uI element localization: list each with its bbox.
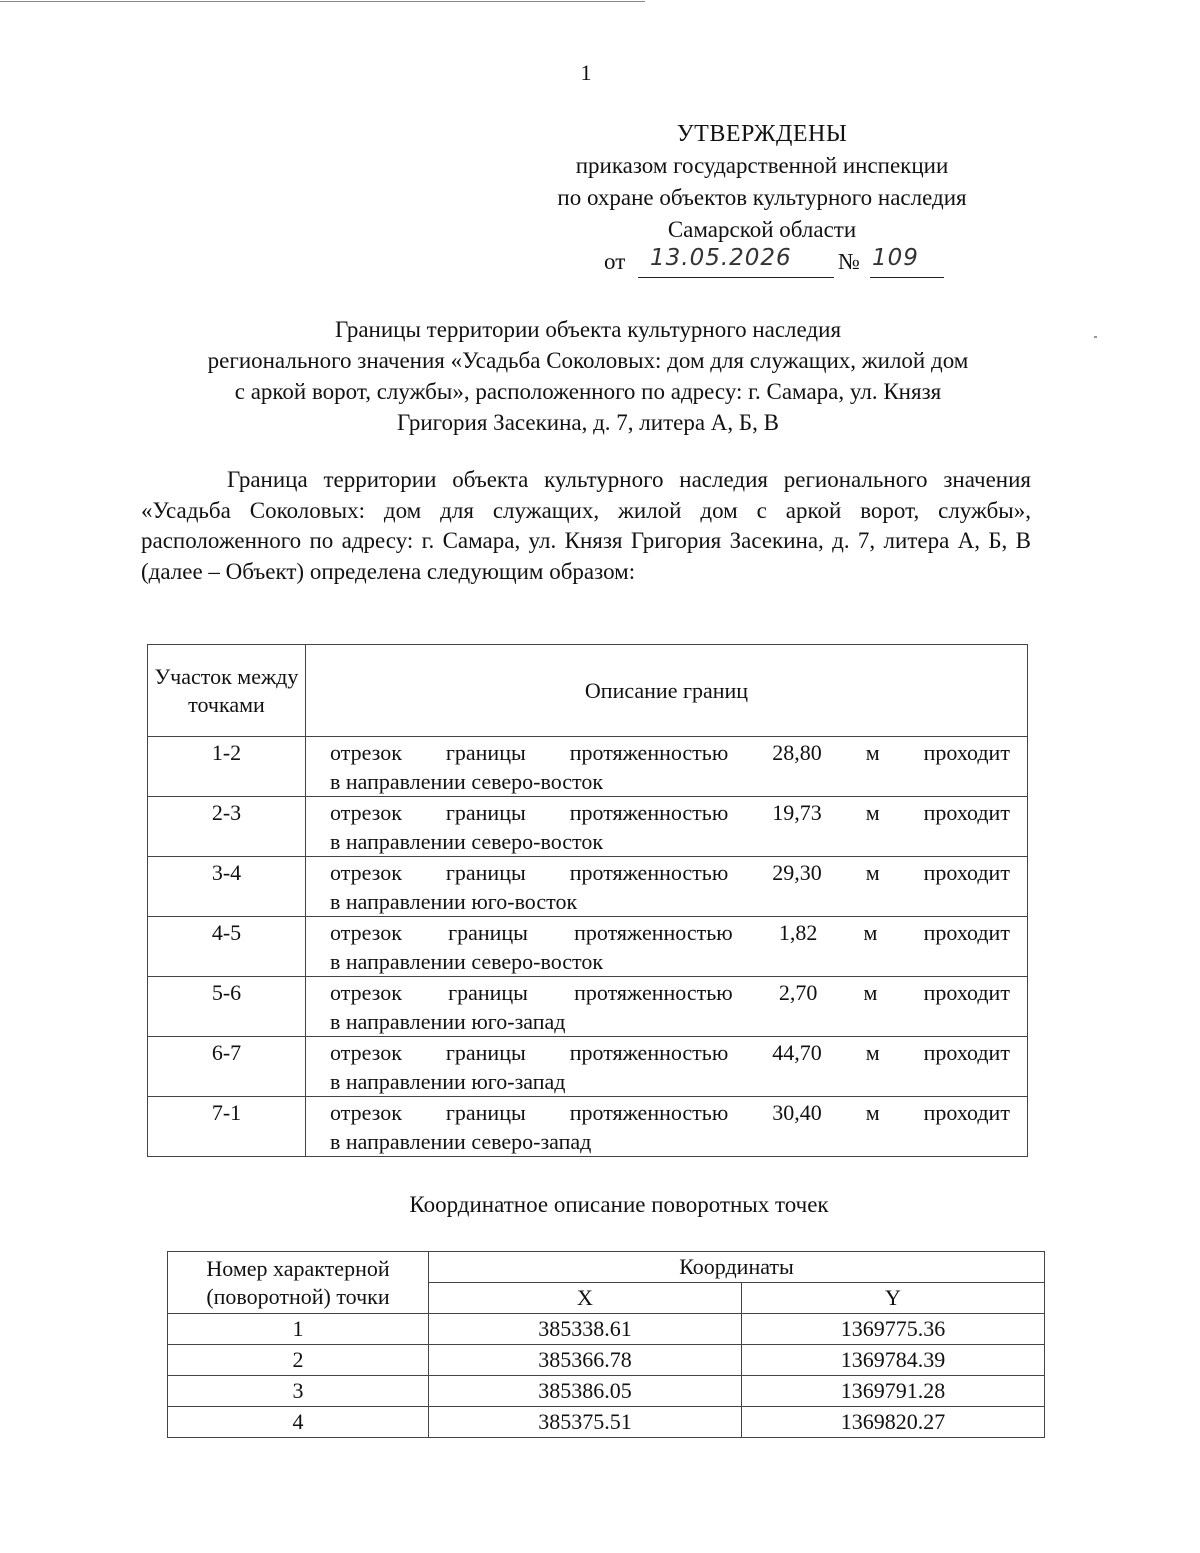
table-row bbox=[148, 1097, 1028, 1157]
segment-cell: 1-2 bbox=[148, 737, 306, 797]
x-cell: 385338.61 bbox=[429, 1314, 742, 1345]
scan-edge-line bbox=[0, 1, 645, 2]
x-cell: 385386.05 bbox=[429, 1376, 742, 1407]
unit: м bbox=[863, 920, 878, 945]
word: протяженностью bbox=[569, 740, 729, 765]
word: проходит bbox=[923, 920, 1010, 945]
header-point-line: Номер характерной bbox=[206, 1255, 390, 1281]
table-row bbox=[148, 737, 1028, 797]
description-cell bbox=[306, 857, 1028, 917]
table-row bbox=[168, 1314, 1045, 1345]
direction-text: в направлении северо-восток bbox=[330, 949, 604, 974]
word: отрезок bbox=[330, 920, 402, 945]
header-point bbox=[168, 1252, 429, 1314]
word: границы bbox=[445, 800, 526, 825]
unit: м bbox=[865, 860, 880, 885]
unit: м bbox=[865, 1100, 880, 1125]
point-cell: 4 bbox=[168, 1407, 429, 1438]
word: границы bbox=[445, 1040, 526, 1065]
approval-line: Самарской области bbox=[667, 217, 857, 242]
segment-cell: 2-3 bbox=[148, 797, 306, 857]
word: протяженностью bbox=[569, 860, 729, 885]
table-row bbox=[148, 1037, 1028, 1097]
word: отрезок bbox=[330, 1040, 402, 1065]
header-x: X bbox=[429, 1283, 742, 1314]
table-row bbox=[148, 977, 1028, 1037]
description-cell bbox=[306, 737, 1028, 797]
coords-title: Координатное описание поворотных точек bbox=[409, 1192, 829, 1217]
header-coordinates: Координаты bbox=[429, 1252, 1045, 1283]
date-field bbox=[638, 246, 834, 278]
word: проходит bbox=[923, 800, 1010, 825]
word: отрезок bbox=[330, 1100, 402, 1125]
segment-cell: 3-4 bbox=[148, 857, 306, 917]
y-cell: 1369775.36 bbox=[742, 1314, 1045, 1345]
description-cell bbox=[306, 977, 1028, 1037]
scan-speck bbox=[1094, 336, 1097, 338]
title-line: Границы территории объекта культурного наследия bbox=[334, 317, 842, 342]
unit: м bbox=[865, 1040, 880, 1065]
approval-line: приказом государственной инспекции bbox=[575, 153, 949, 178]
direction-text: в направлении северо-запад bbox=[330, 1129, 592, 1154]
length-value: 19,73 bbox=[772, 800, 822, 825]
unit: м bbox=[865, 740, 880, 765]
direction-text: в направлении юго-запад bbox=[330, 1009, 566, 1034]
description-line bbox=[330, 858, 1010, 887]
x-cell: 385366.78 bbox=[429, 1345, 742, 1376]
word: протяженностью bbox=[574, 980, 733, 1005]
title-line: Григория Засекина, д. 7, литера А, Б, В bbox=[397, 410, 779, 435]
unit: м bbox=[865, 800, 880, 825]
length-value: 29,30 bbox=[772, 860, 822, 885]
table-row bbox=[148, 857, 1028, 917]
length-value: 30,40 bbox=[772, 1100, 822, 1125]
table-row bbox=[148, 917, 1028, 977]
word: отрезок bbox=[330, 740, 402, 765]
description-cell bbox=[306, 1037, 1028, 1097]
page-number: 1 bbox=[580, 60, 592, 85]
handwritten-date: 13.05.2026 bbox=[650, 245, 792, 271]
approval-stamp bbox=[520, 118, 1004, 282]
word: проходит bbox=[923, 1100, 1010, 1125]
word: протяженностью bbox=[574, 920, 733, 945]
length-value: 1,82 bbox=[778, 920, 818, 945]
direction-text: в направлении юго-восток bbox=[330, 889, 578, 914]
segment-cell: 6-7 bbox=[148, 1037, 306, 1097]
direction-text: в направлении северо-восток bbox=[330, 769, 604, 794]
number-label: № bbox=[838, 249, 860, 274]
point-cell: 1 bbox=[168, 1314, 429, 1345]
direction-text: в направлении северо-восток bbox=[330, 829, 604, 854]
handwritten-number: 109 bbox=[872, 245, 919, 271]
segment-cell: 5-6 bbox=[148, 977, 306, 1037]
approval-heading: УТВЕРЖДЕНЫ bbox=[676, 121, 848, 147]
word: проходит bbox=[923, 740, 1010, 765]
approval-date-line bbox=[520, 246, 1004, 282]
header-point-line: (поворотной) точки bbox=[206, 1283, 390, 1309]
point-cell: 2 bbox=[168, 1345, 429, 1376]
word: границы bbox=[448, 920, 528, 945]
length-value: 2,70 bbox=[778, 980, 818, 1005]
header-segment: Участок между точками bbox=[148, 645, 306, 737]
intro-paragraph: Граница территории объекта культурного наследия регионального значения «Усадьба Соколовых: дом для служащих, жилой дом с аркой ворот, службы», расположенного по адресу: г. Самара, ул. Князя Григория Засекина, д. 7, литера А, Б, В (далее – Объект) определена следующим образом: bbox=[141, 467, 1031, 584]
header-y: Y bbox=[742, 1283, 1045, 1314]
y-cell: 1369820.27 bbox=[742, 1407, 1045, 1438]
table-row bbox=[168, 1345, 1045, 1376]
point-cell: 3 bbox=[168, 1376, 429, 1407]
boundaries-table bbox=[147, 644, 1028, 1157]
word: проходит bbox=[923, 860, 1010, 885]
coordinates-body bbox=[168, 1314, 1045, 1438]
word: проходит bbox=[923, 980, 1010, 1005]
x-cell: 385375.51 bbox=[429, 1407, 742, 1438]
title-line: с аркой ворот, службы», расположенного по адресу: г. Самара, ул. Князя bbox=[234, 379, 942, 404]
description-line bbox=[330, 978, 1010, 1007]
description-line bbox=[330, 798, 1010, 827]
coordinates-table bbox=[167, 1251, 1045, 1438]
word: границы bbox=[445, 860, 526, 885]
word: протяженностью bbox=[569, 1040, 729, 1065]
table-row bbox=[168, 1376, 1045, 1407]
y-cell: 1369791.28 bbox=[742, 1376, 1045, 1407]
table-header-row bbox=[148, 645, 1028, 737]
segment-cell: 4-5 bbox=[148, 917, 306, 977]
description-cell bbox=[306, 797, 1028, 857]
table-header-row bbox=[168, 1252, 1045, 1283]
description-line bbox=[330, 1038, 1010, 1067]
description-line bbox=[330, 918, 1010, 947]
word: протяженностью bbox=[569, 1100, 729, 1125]
word: отрезок bbox=[330, 860, 402, 885]
word: границы bbox=[445, 740, 526, 765]
unit: м bbox=[863, 980, 878, 1005]
description-cell bbox=[306, 1097, 1028, 1157]
document-title bbox=[140, 314, 1036, 438]
y-cell: 1369784.39 bbox=[742, 1345, 1045, 1376]
description-line bbox=[330, 738, 1010, 767]
from-label: от bbox=[604, 249, 626, 274]
approval-line: по охране объектов культурного наследия bbox=[557, 185, 967, 210]
title-line: регионального значения «Усадьба Соколовых: дом для служащих, жилой дом bbox=[207, 348, 969, 373]
number-field bbox=[870, 246, 944, 278]
table-row bbox=[148, 797, 1028, 857]
word: границы bbox=[448, 980, 528, 1005]
direction-text: в направлении юго-запад bbox=[330, 1069, 566, 1094]
description-line bbox=[330, 1098, 1010, 1127]
word: проходит bbox=[923, 1040, 1010, 1065]
description-cell bbox=[306, 917, 1028, 977]
word: отрезок bbox=[330, 980, 402, 1005]
segment-cell: 7-1 bbox=[148, 1097, 306, 1157]
header-description: Описание границ bbox=[306, 645, 1028, 737]
word: границы bbox=[445, 1100, 526, 1125]
length-value: 44,70 bbox=[772, 1040, 822, 1065]
boundaries-body bbox=[148, 737, 1028, 1157]
length-value: 28,80 bbox=[772, 740, 822, 765]
word: отрезок bbox=[330, 800, 402, 825]
table-row bbox=[168, 1407, 1045, 1438]
word: протяженностью bbox=[569, 800, 729, 825]
